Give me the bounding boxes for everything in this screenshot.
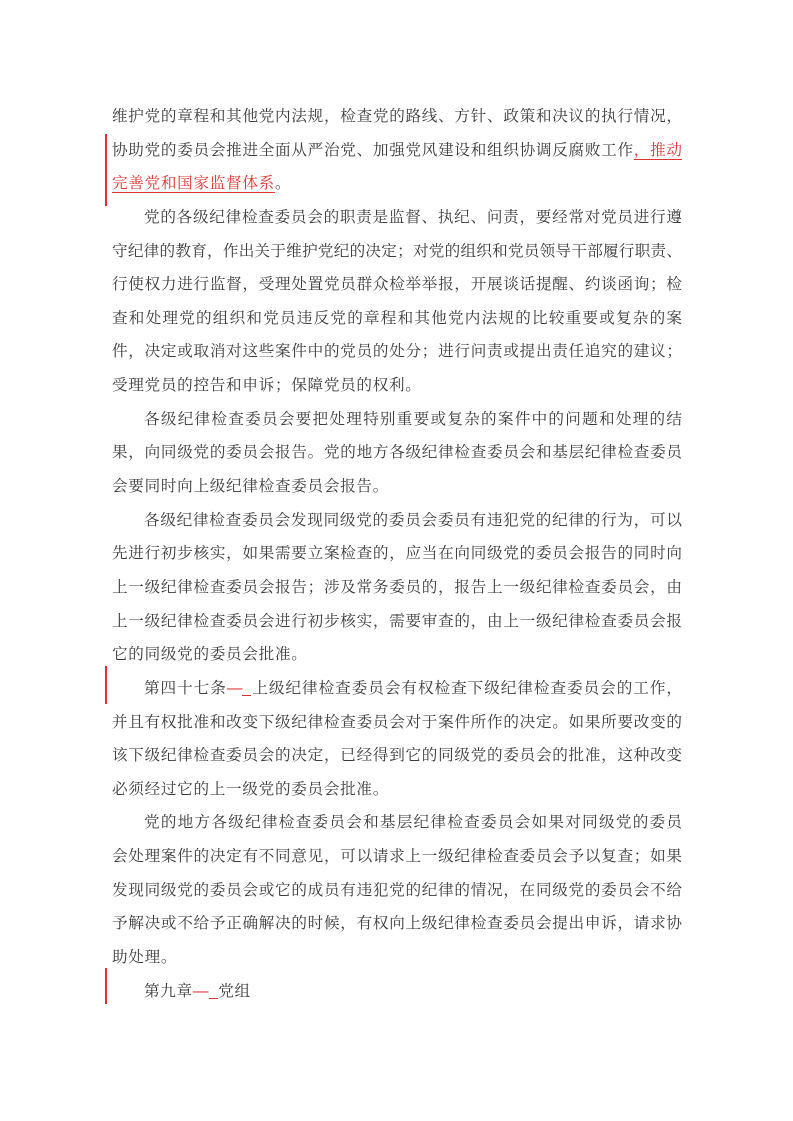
text-segment: 它的同级党的委员会批准。	[112, 646, 308, 664]
text-segment: 守纪律的教育，作出关于维护党纪的决定；对党的组织和党员领导干部履行职责、	[112, 242, 682, 260]
text-segment: 必须经过它的上一级党的委员会批准。	[112, 780, 389, 798]
text-segment: 果，向同级党的委员会报告。党的地方各级纪律检查委员会和基层纪律检查委员	[112, 444, 682, 462]
text-line	[112, 335, 682, 369]
text-line	[112, 436, 682, 470]
text-segment: 上级纪律检查委员会有权检查下级纪律检查委员会的工作，	[251, 679, 682, 697]
text-line	[112, 470, 682, 504]
text-segment: 上一级纪律检查委员会进行初步核实，需要审查的，由上一级纪律检查委员会报	[112, 612, 682, 630]
text-line	[112, 201, 682, 235]
text-segment: 各级纪律检查委员会要把处理特别重要或复杂的案件中的问题和处理的结	[144, 410, 682, 428]
text-segment: 维护党的章程和其他党内法规，检查党的路线、方针、政策和决议的执行情况，	[112, 108, 682, 125]
paragraph-7	[112, 975, 682, 1009]
text-segment: 协助党的委员会推进全面从严治党、加强党风建设和组织协调反腐败工作	[112, 141, 634, 159]
text-segment: 。	[274, 175, 292, 193]
paragraph-4	[112, 504, 682, 672]
text-line	[112, 537, 682, 571]
text-segment: 行使权力进行监督，受理处置党员群众检举举报，开展谈话提醒、约谈函询；检	[112, 276, 682, 294]
change-bar	[105, 134, 107, 206]
inserted-dash: —	[226, 679, 243, 697]
text-segment: 党的地方各级纪律检查委员会和基层纪律检查委员会如果对同级党的委员	[144, 814, 682, 832]
text-line	[112, 975, 682, 1009]
text-segment: 第九章	[144, 982, 193, 1000]
text-segment: 会要同时向上级纪律检查委员会报告。	[112, 478, 389, 496]
text-segment: 该下级纪律检查委员会的决定，已经得到它的同级党的委员会的批准，这种改变	[112, 747, 682, 765]
text-line	[112, 235, 682, 269]
text-line	[112, 302, 682, 336]
text-segment: 予解决或不给予正确解决的时候，有权向上级纪律检查委员会提出申诉，请求协	[112, 915, 682, 933]
text-line	[112, 369, 682, 403]
inserted-text: ，推动	[633, 141, 682, 159]
paragraph-3	[112, 403, 682, 504]
text-line	[112, 806, 682, 840]
text-line	[112, 134, 682, 168]
text-segment: 上一级纪律检查委员会报告；涉及常务委员的，报告上一级纪律检查委员会，由	[112, 578, 682, 596]
text-line	[112, 638, 682, 672]
text-line	[112, 504, 682, 538]
text-segment: 发现同级党的委员会或它的成员有违犯党的纪律的情况，在同级党的委员会不给	[112, 881, 682, 899]
text-segment: 党组	[218, 982, 251, 1000]
text-line	[112, 100, 682, 134]
text-segment: 助处理。	[112, 949, 178, 967]
paragraph-2	[112, 201, 682, 403]
text-line	[112, 907, 682, 941]
text-line	[112, 941, 682, 975]
text-line	[112, 268, 682, 302]
text-segment: 各级纪律检查委员会发现同级党的委员会委员有违犯党的纪律的行为，可以	[144, 511, 682, 529]
text-segment: 件，决定或取消对这些案件中的党员的处分；进行问责或提出责任追究的建议；	[112, 343, 682, 361]
text-line	[112, 403, 682, 437]
text-segment: 并且有权批准和改变下级纪律检查委员会对于案件所作的决定。如果所要改变的	[112, 713, 682, 731]
text-line	[112, 773, 682, 807]
paragraph-5	[112, 672, 682, 807]
text-line	[112, 571, 682, 605]
change-bar	[105, 666, 107, 704]
inserted-space-mark	[209, 994, 218, 999]
change-bar	[105, 968, 107, 1004]
inserted-dash: —	[192, 982, 210, 1000]
text-segment: 查和处理党的组织和党员违反党的章程和其他党内法规的比较重要或复杂的案	[112, 309, 682, 327]
paragraph-1	[112, 100, 682, 201]
text-line	[112, 739, 682, 773]
text-segment: 先进行初步核实，如果需要立案检查的，应当在向同级党的委员会报告的同时向	[112, 545, 682, 563]
text-line	[112, 672, 682, 706]
text-segment: 受理党员的控告和申诉；保障党员的权利。	[112, 377, 422, 395]
paragraph-6	[112, 806, 682, 974]
document-text-block	[112, 100, 682, 1008]
text-line	[112, 706, 682, 740]
text-segment: 第四十七条	[144, 679, 227, 697]
text-segment: 会处理案件的决定有不同意见，可以请求上一级纪律检查委员会予以复查；如果	[112, 848, 682, 866]
text-segment: 党的各级纪律检查委员会的职责是监督、执纪、问责，要经常对党员进行遵	[144, 208, 682, 226]
inserted-space-mark	[242, 691, 251, 696]
text-line	[112, 874, 682, 908]
inserted-text: 完善党和国家监督体系	[112, 175, 275, 193]
text-line	[112, 605, 682, 639]
text-line	[112, 167, 682, 201]
text-line	[112, 840, 682, 874]
